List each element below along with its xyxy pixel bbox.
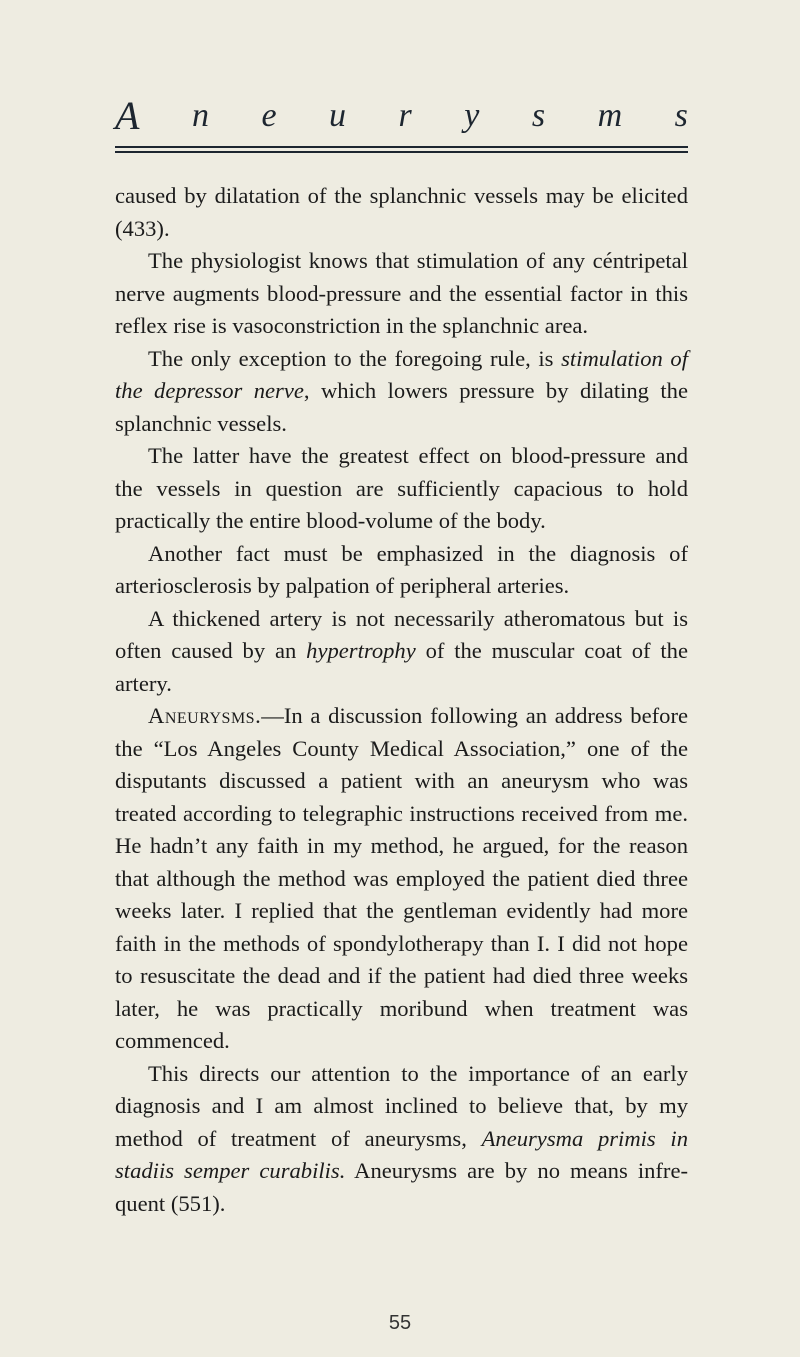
paragraph-6-text-b: of the muscular coat of the artery.	[115, 638, 688, 696]
paragraph-6-text-a: A thickened artery is not necessarily atheromatous but is often caused by an	[115, 605, 688, 663]
running-head-letter: y	[464, 97, 480, 134]
paragraph-8-italic: Aneurysma primis in stadiis semper curabilis.	[115, 1125, 689, 1183]
paragraph-6-italic: hypertrophy	[306, 638, 416, 663]
paragraph-3-text-b: , which lowers pressure by dilating the splanchnic vessels.	[115, 378, 688, 436]
running-head-letter: r	[398, 97, 412, 134]
running-head-letter: A	[115, 93, 140, 138]
header-rule-bottom	[115, 151, 688, 153]
running-head-letter: s	[531, 97, 546, 134]
paragraph-3-text-a: The only exception to the foregoing rule, is	[148, 345, 562, 371]
paragraph-1: caused by dilatation of the splanchnic vessels may be elicited (433).	[115, 183, 688, 241]
running-head-letter: m	[597, 97, 623, 134]
paragraph-3-italic: stimulation of the depressor nerve	[115, 345, 689, 403]
header-rule-top	[115, 146, 688, 148]
running-head-letter: u	[329, 97, 347, 134]
body-text	[115, 180, 688, 1220]
paragraph-5: Another fact must be emphasized in the diagnosis of arteriosclerosis by palpation of peripheral arteries.	[115, 540, 688, 598]
paragraph-7-text: —In a discussion following an address before the “Los Angeles County Medical Association,” one of the disputants discussed a patient with an aneurysm who was treated according to telegraphic instructions received from me. He hadn’t any faith in my method, he argued, for the reason that although the method was employed the patient died three weeks later. I replied that the gentleman evidently had more faith in the methods of spondylotherapy than I. I did not hope to resuscitate the dead and if the patient had died three weeks later, he was practically moribund when treatment was commenced.	[115, 703, 688, 1053]
paragraph-4: The latter have the greatest effect on blood-pressure and the vessels in question are sufficiently capacious to hold practically the entire blood-volume of the body.	[115, 443, 688, 533]
running-head-letter: e	[261, 97, 277, 134]
paragraph-7	[115, 700, 688, 1058]
paragraph-2: The physiologist knows that stimulation of any céntripetal nerve augments blood-pressure and the essential factor in this reflex rise is vasoconstriction in the splanchnic area.	[115, 248, 688, 338]
running-head	[115, 93, 688, 138]
running-head-letter: s	[674, 97, 688, 134]
paragraph-6	[115, 603, 688, 701]
running-head-letter: n	[191, 97, 209, 134]
paragraph-3	[115, 343, 688, 441]
section-heading-aneurysms: Aneurysms.	[148, 703, 262, 728]
paragraph-8-text-a: This directs our attention to the importance of an early diagnosis and I am almost inclined to believe that, by my method of treatment of aneurysms,	[115, 1060, 688, 1151]
page-number: 55	[388, 1312, 412, 1334]
paragraph-8-text-b: Aneurysms are by no means infrequent (551).	[115, 1158, 689, 1216]
paragraph-8	[115, 1058, 688, 1221]
